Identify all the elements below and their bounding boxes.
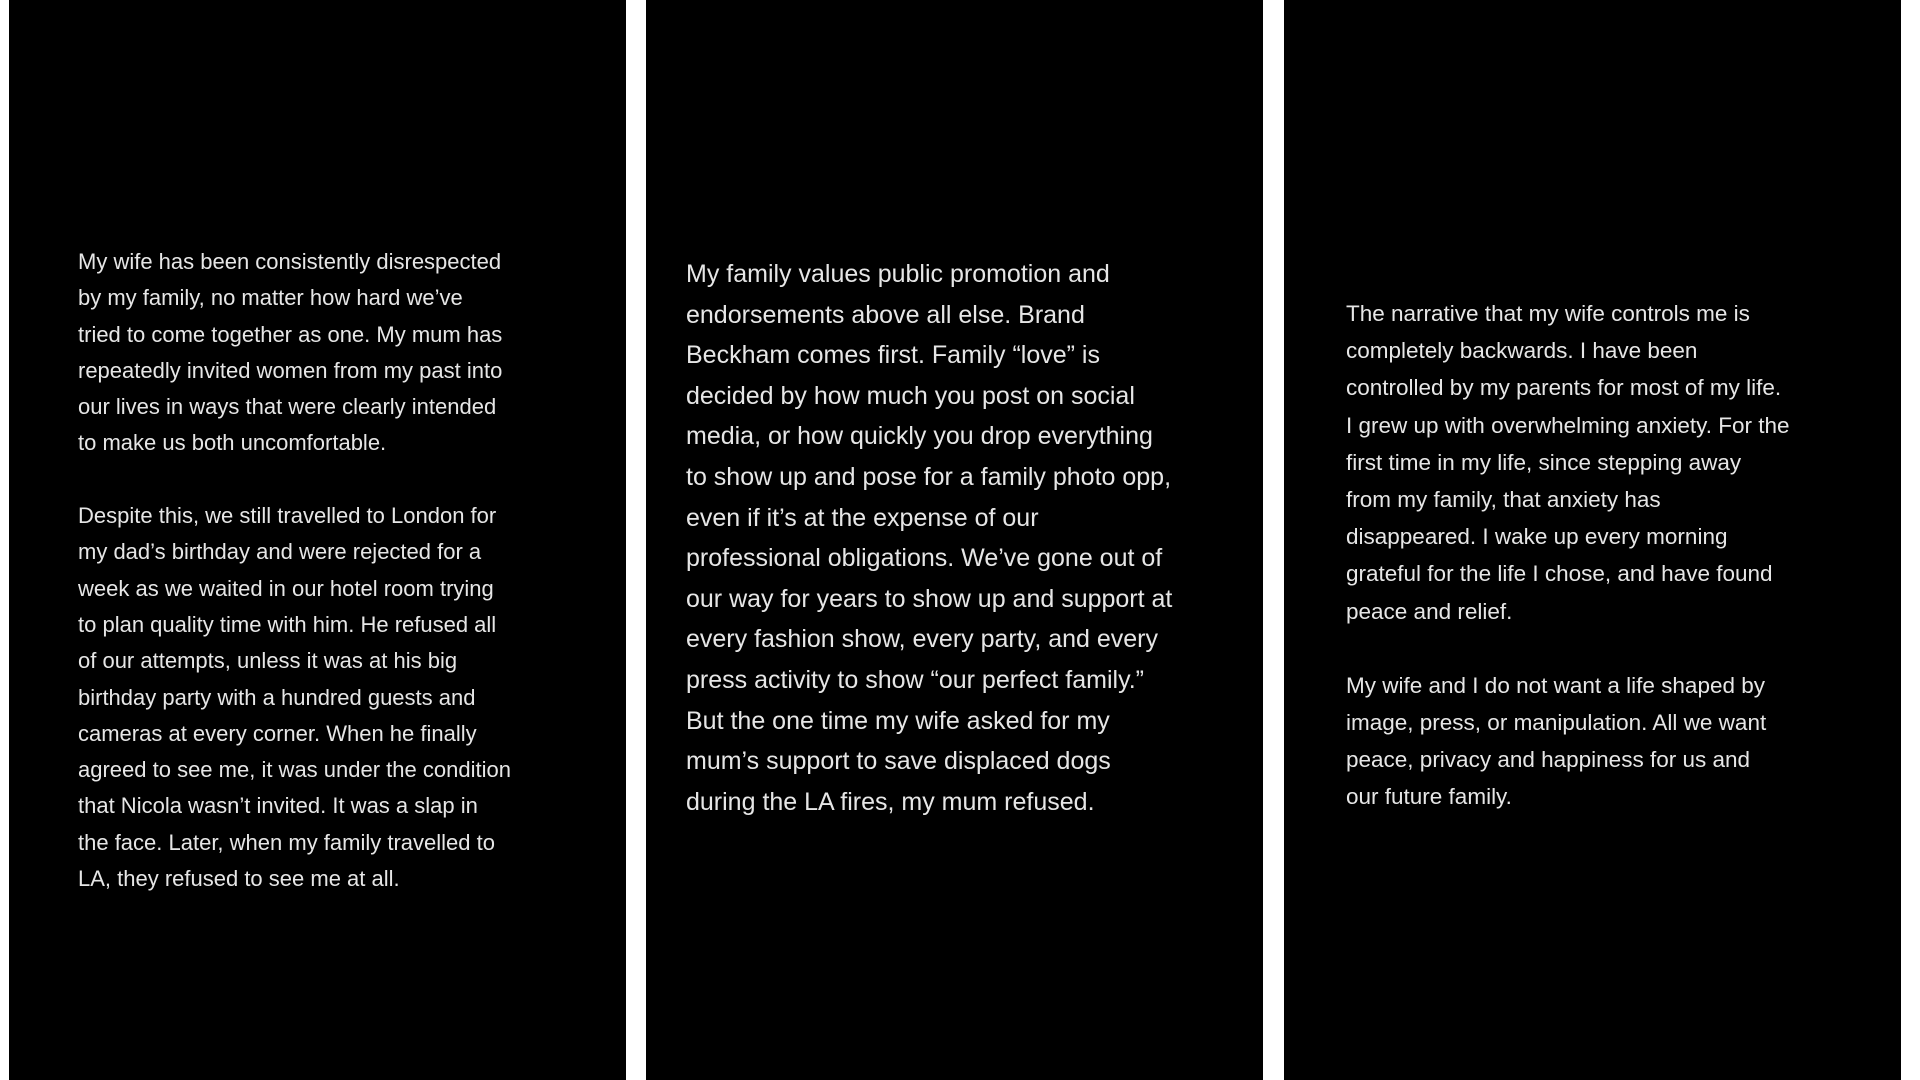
statement-text (78, 244, 511, 897)
text-line: media, or how quickly you drop everything (686, 422, 1153, 451)
text-line: to show up and pose for a family photo opp, (686, 462, 1172, 491)
text-line: tried to come together as one. My mum has (78, 321, 503, 347)
paragraph (1346, 667, 1790, 816)
text-line: even if it’s at the expense of our (686, 503, 1039, 532)
text-line: grateful for the life I chose, and have found (1346, 561, 1773, 587)
text-line: mum’s support to save displaced dogs (686, 747, 1111, 776)
text-line: every fashion show, every party, and every (686, 625, 1158, 654)
text-line: first time in my life, since stepping away (1346, 449, 1742, 475)
text-line: cameras at every corner. When he finally (78, 720, 477, 746)
statement-text (1346, 295, 1790, 816)
paragraph (78, 498, 511, 897)
text-line: LA, they refused to see me at all. (78, 866, 400, 892)
text-line: birthday party with a hundred guests and (78, 684, 476, 710)
text-line: But the one time my wife asked for my (686, 706, 1110, 735)
text-line: endorsements above all else. Brand (686, 300, 1085, 329)
text-line: controlled by my parents for most of my life. (1346, 375, 1782, 401)
story-panel-1 (9, 0, 626, 1080)
text-line: peace and relief. (1346, 598, 1513, 624)
paragraph (686, 254, 1172, 822)
text-line: to plan quality time with him. He refused all (78, 611, 497, 637)
text-line: our lives in ways that were clearly intended (78, 394, 497, 420)
text-line: our way for years to show up and support at (686, 584, 1173, 613)
paragraph (1346, 295, 1790, 630)
text-line: Beckham comes first. Family “love” is (686, 341, 1100, 370)
text-line: The narrative that my wife controls me is (1346, 301, 1750, 326)
text-line: by my family, no matter how hard we’ve (78, 285, 463, 311)
text-line: Despite this, we still travelled to London for (78, 503, 497, 529)
text-line: My wife and I do not want a life shaped by (1346, 672, 1765, 698)
text-line: My wife has been consistently disrespected (78, 249, 502, 274)
text-line: during the LA fires, my mum refused. (686, 787, 1095, 816)
text-line: agreed to see me, it was under the condition (78, 757, 511, 783)
text-line: completely backwards. I have been (1346, 338, 1698, 364)
story-panel-3 (1284, 0, 1901, 1080)
text-line: from my family, that anxiety has (1346, 486, 1661, 512)
statement-text (686, 254, 1172, 822)
text-line: disappeared. I wake up every morning (1346, 524, 1728, 550)
story-panel-2 (646, 0, 1263, 1080)
text-line: decided by how much you post on social (686, 381, 1135, 410)
text-line: week as we waited in our hotel room trying (78, 575, 494, 601)
paragraph (78, 244, 511, 462)
text-line: repeatedly invited women from my past into (78, 357, 503, 383)
text-line: image, press, or manipulation. All we want (1346, 710, 1767, 736)
text-line: my dad’s birthday and were rejected for a (78, 539, 482, 565)
text-line: peace, privacy and happiness for us and (1346, 747, 1751, 773)
text-line: that Nicola wasn’t invited. It was a slap in (78, 793, 478, 819)
text-line: the face. Later, when my family travelled to (78, 829, 495, 855)
text-line: of our attempts, unless it was at his big (78, 648, 458, 674)
text-line: our future family. (1346, 784, 1512, 810)
text-line: I grew up with overwhelming anxiety. For the (1346, 412, 1790, 438)
text-line: to make us both uncomfortable. (78, 430, 387, 456)
text-line: My family values public promotion and (686, 260, 1110, 288)
text-line: press activity to show “our perfect family.” (686, 665, 1145, 694)
text-line: professional obligations. We’ve gone out of (686, 544, 1163, 573)
